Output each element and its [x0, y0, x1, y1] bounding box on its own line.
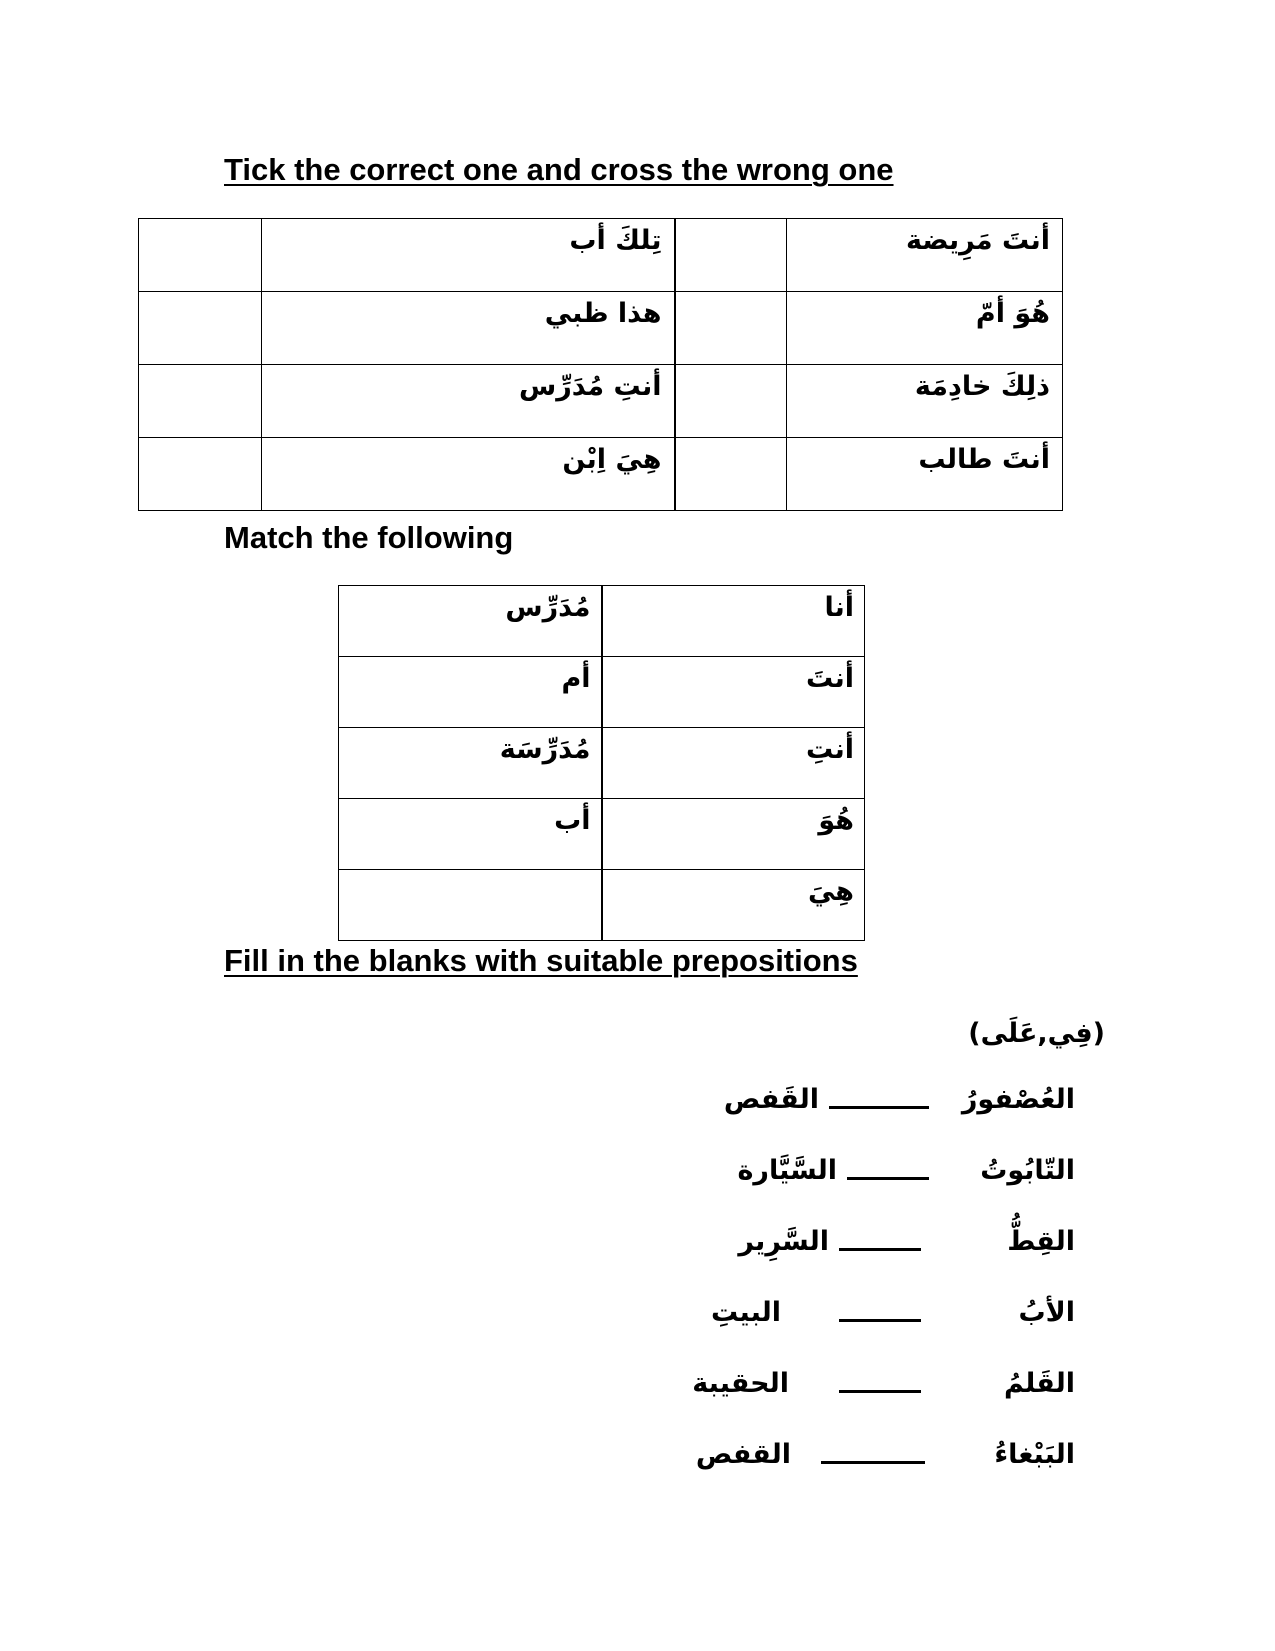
match-answer-cell[interactable]	[339, 870, 602, 941]
match-answer-text: مُدَرِّس	[505, 592, 591, 623]
match-answer-cell[interactable]	[339, 586, 602, 657]
table-row	[339, 799, 865, 870]
table-row	[139, 219, 1063, 292]
match-pronoun-text: هِيَ	[807, 876, 854, 907]
sentence-text: أنتَ طالب	[918, 444, 1050, 475]
match-answer-cell[interactable]	[339, 657, 602, 728]
fill-section-title: Fill in the blanks with suitable prepositions	[224, 943, 858, 978]
fill-item	[696, 1435, 1075, 1470]
table-row	[139, 292, 1063, 365]
match-section-title: Match the following	[224, 520, 514, 555]
sentence-cell	[262, 219, 675, 292]
fill-object: السَّيَّارة	[737, 1155, 837, 1186]
match-pronoun-text: أنا	[824, 592, 854, 623]
blank-field[interactable]	[839, 1222, 921, 1251]
blank-field[interactable]	[847, 1151, 929, 1180]
answer-cell[interactable]	[139, 365, 262, 438]
match-answer-cell[interactable]	[339, 799, 602, 870]
blank-field[interactable]	[839, 1293, 921, 1322]
sentence-text: تِلكَ أب	[569, 225, 662, 256]
match-pronoun-cell	[602, 586, 865, 657]
sentence-text: هِيَ اِبْن	[562, 444, 662, 475]
sentence-cell	[262, 365, 675, 438]
fill-noun: العُصْفورُ	[961, 1084, 1075, 1115]
fill-object: القَفص	[723, 1084, 819, 1115]
match-answer-cell[interactable]	[339, 728, 602, 799]
fill-object: البيتِ	[710, 1297, 781, 1328]
sentence-text: أنتَ مَرِيضة	[905, 225, 1050, 256]
match-table	[338, 585, 865, 941]
table-row	[339, 728, 865, 799]
blank-field[interactable]	[839, 1364, 921, 1393]
fill-item	[737, 1151, 1075, 1186]
fill-noun: الأبُ	[1018, 1297, 1075, 1328]
fill-noun: التّابُوتُ	[980, 1155, 1075, 1186]
sentence-cell	[787, 365, 1063, 438]
fill-noun: القَلمُ	[1003, 1368, 1075, 1399]
tick-section-title: Tick the correct one and cross the wrong one	[224, 152, 894, 187]
answer-cell[interactable]	[139, 438, 262, 511]
match-answer-text: أم	[561, 663, 591, 694]
blank-field[interactable]	[829, 1080, 929, 1109]
fill-noun: القِطُّ	[1007, 1226, 1075, 1257]
table-row	[339, 870, 865, 941]
match-answer-text: مُدَرِّسَة	[499, 734, 591, 765]
match-answer-text: أب	[554, 805, 591, 836]
preposition-options: (فِي,عَلَى)	[968, 1018, 1105, 1049]
sentence-text: أنتِ مُدَرِّس	[519, 371, 662, 402]
table-row	[139, 365, 1063, 438]
sentence-text: هُوَ أمّ	[975, 298, 1050, 329]
sentence-cell	[262, 438, 675, 511]
fill-object: السَّرِير	[738, 1226, 829, 1257]
table-row	[339, 657, 865, 728]
match-pronoun-cell	[602, 870, 865, 941]
fill-object: القفص	[695, 1439, 791, 1470]
sentence-cell	[787, 438, 1063, 511]
sentence-cell	[262, 292, 675, 365]
sentence-cell	[787, 292, 1063, 365]
match-pronoun-text: هُوَ	[818, 805, 854, 836]
sentence-cell	[787, 219, 1063, 292]
match-pronoun-text: أنتِ	[806, 734, 854, 765]
fill-item	[692, 1364, 1075, 1399]
answer-cell[interactable]	[139, 292, 262, 365]
answer-cell[interactable]	[139, 219, 262, 292]
sentence-text: هذا ظبي	[544, 298, 662, 329]
match-pronoun-text: أنتَ	[806, 663, 854, 694]
fill-object: الحقيبة	[692, 1368, 789, 1399]
answer-cell[interactable]	[675, 438, 787, 511]
fill-item	[724, 1080, 1075, 1115]
match-pronoun-cell	[602, 799, 865, 870]
table-row	[339, 586, 865, 657]
answer-cell[interactable]	[675, 219, 787, 292]
fill-noun: البَبْغاءُ	[994, 1439, 1075, 1470]
fill-item	[738, 1222, 1075, 1257]
table-row	[139, 438, 1063, 511]
fill-item	[711, 1293, 1075, 1328]
tick-table	[138, 218, 1063, 511]
answer-cell[interactable]	[675, 365, 787, 438]
sentence-text: ذلِكَ خادِمَة	[914, 371, 1050, 402]
blank-field[interactable]	[821, 1435, 925, 1464]
match-pronoun-cell	[602, 728, 865, 799]
match-pronoun-cell	[602, 657, 865, 728]
answer-cell[interactable]	[675, 292, 787, 365]
